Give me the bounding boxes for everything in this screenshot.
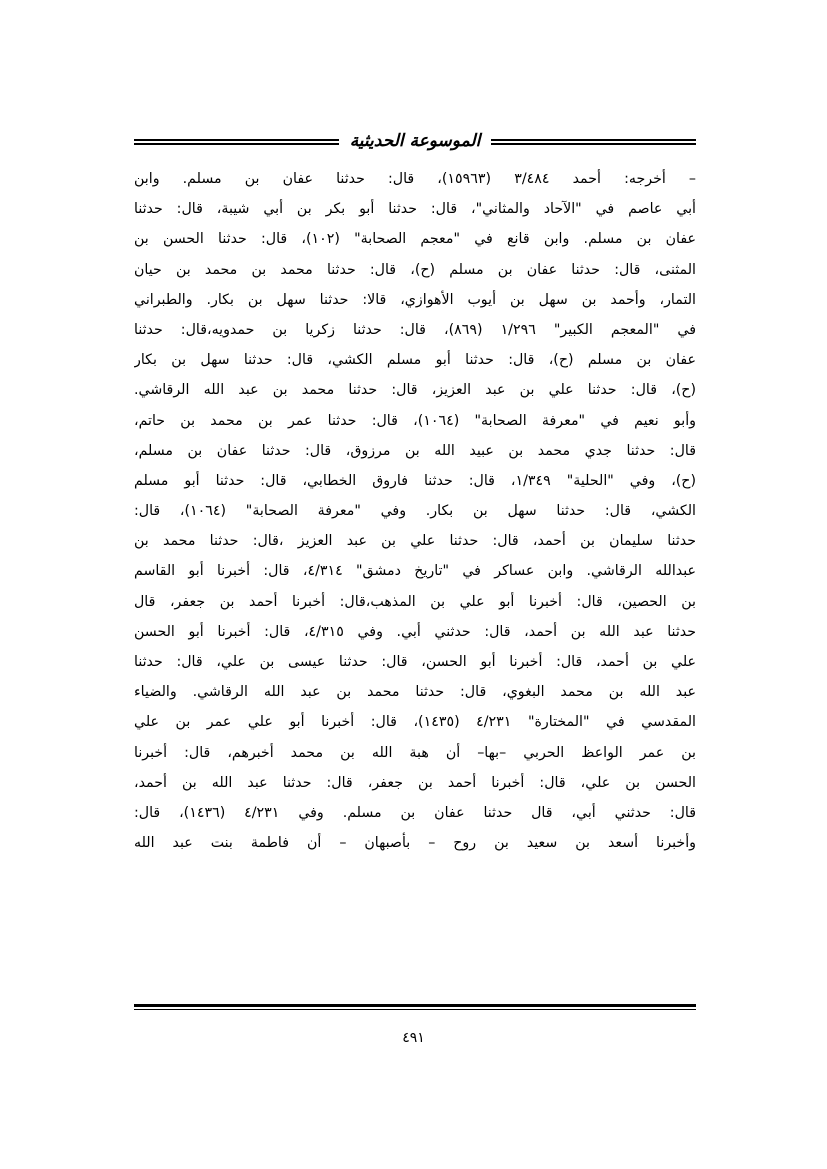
text-line: حدثنا سليمان بن أحمد، قال: حدثنا علي بن عبد العزيز ،قال: حدثنا محمد بن bbox=[134, 533, 696, 550]
text-line: أبي عاصم في "الآحاد والمثاني"، قال: حدثنا أبو بكر بن أبي شيبة، قال: حدثنا bbox=[134, 201, 696, 218]
body-text bbox=[134, 164, 696, 858]
text-line: في "المعجم الكبير" ١/٢٩٦ (٨٦٩)، قال: حدثنا زكريا بن حمدويه،قال: حدثنا bbox=[134, 321, 696, 338]
text-line: قال: حدثني أبي، قال حدثنا عفان بن مسلم. وفي ٤/٢٣١ (١٤٣٦)، قال: bbox=[134, 804, 696, 821]
page-number: ٤٩١ bbox=[402, 1030, 425, 1046]
footer-rule bbox=[134, 1004, 696, 1010]
text-line: المقدسي في "المختارة" ٤/٢٣١ (١٤٣٥)، قال: أخبرنا أبو علي عمر بن علي bbox=[134, 714, 696, 731]
text-line: عبد الله بن محمد البغوي، قال: حدثنا محمد بن عبد الله الرقاشي. والضياء bbox=[134, 684, 696, 701]
text-line: الحسن بن علي، قال: أخبرنا أحمد بن جعفر، قال: حدثنا عبد الله بن أحمد، bbox=[134, 774, 696, 791]
text-line: عفان بن مسلم (ح)، قال: حدثنا أبو مسلم الكشي، قال: حدثنا سهل بن بكار bbox=[134, 352, 696, 369]
text-line: علي بن أحمد، قال: أخبرنا أبو الحسن، قال: حدثنا عيسى بن علي، قال: حدثنا bbox=[134, 654, 696, 670]
running-header-title: الموسوعة الحديثية bbox=[340, 130, 491, 152]
text-line: بن عمر الواعظ الحربي –بها– أن هبة الله بن محمد أخبرهم، قال: أخبرنا bbox=[134, 744, 696, 761]
text-line: (ح)، وفي "الحلية" ١/٣٤٩، قال: حدثنا فاروق الخطابي، قال: حدثنا أبو مسلم bbox=[134, 472, 696, 489]
text-line: بن الحصين، قال: أخبرنا أبو علي بن المذهب،قال: أخبرنا أحمد بن جعفر، قال bbox=[134, 593, 696, 610]
text-line: عبدالله الرقاشي. وابن عساكر في "تاريخ دمشق" ٤/٣١٤، قال: أخبرنا أبو القاسم bbox=[134, 563, 696, 580]
text-line: التمار، وأحمد بن سهل بن أيوب الأهوازي، قالا: حدثنا سهل بن بكار. والطبراني bbox=[134, 291, 696, 308]
text-line: حدثنا عبد الله بن أحمد، قال: حدثني أبي. وفي ٤/٣١٥، قال: أخبرنا أبو الحسن bbox=[134, 623, 696, 640]
text-line: عفان بن مسلم. وابن قانع في "معجم الصحابة" (١٠٢)، قال: حدثنا الحسن بن bbox=[134, 231, 696, 248]
text-line: المثنى، قال: حدثنا عفان بن مسلم (ح)، قال: حدثنا محمد بن محمد بن حيان bbox=[134, 261, 696, 278]
text-line: – أخرجه: أحمد ٣/٤٨٤ (١٥٩٦٣)، قال: حدثنا عفان بن مسلم. وابن bbox=[134, 171, 696, 187]
page-header bbox=[134, 130, 696, 156]
text-line: قال: حدثنا جدي محمد بن عبيد الله بن مرزوق، قال: حدثنا عفان بن مسلم، bbox=[134, 442, 696, 459]
text-line: الكشي، قال: حدثنا سهل بن بكار. وفي "معرفة الصحابة" (١٠٦٤)، قال: bbox=[134, 503, 696, 520]
header-rule-right bbox=[491, 139, 696, 145]
text-line: وأخبرنا أسعد بن سعيد بن روح – بأصبهان – أن فاطمة بنت عبد الله bbox=[134, 835, 696, 852]
header-rule-left bbox=[134, 139, 339, 145]
text-line: (ح)، قال: حدثنا علي بن عبد العزيز، قال: حدثنا محمد بن عبد الله الرقاشي. bbox=[134, 382, 696, 399]
text-line: وأبو نعيم في "معرفة الصحابة" (١٠٦٤)، قال: حدثنا عمر بن محمد بن حاتم، bbox=[134, 412, 696, 429]
